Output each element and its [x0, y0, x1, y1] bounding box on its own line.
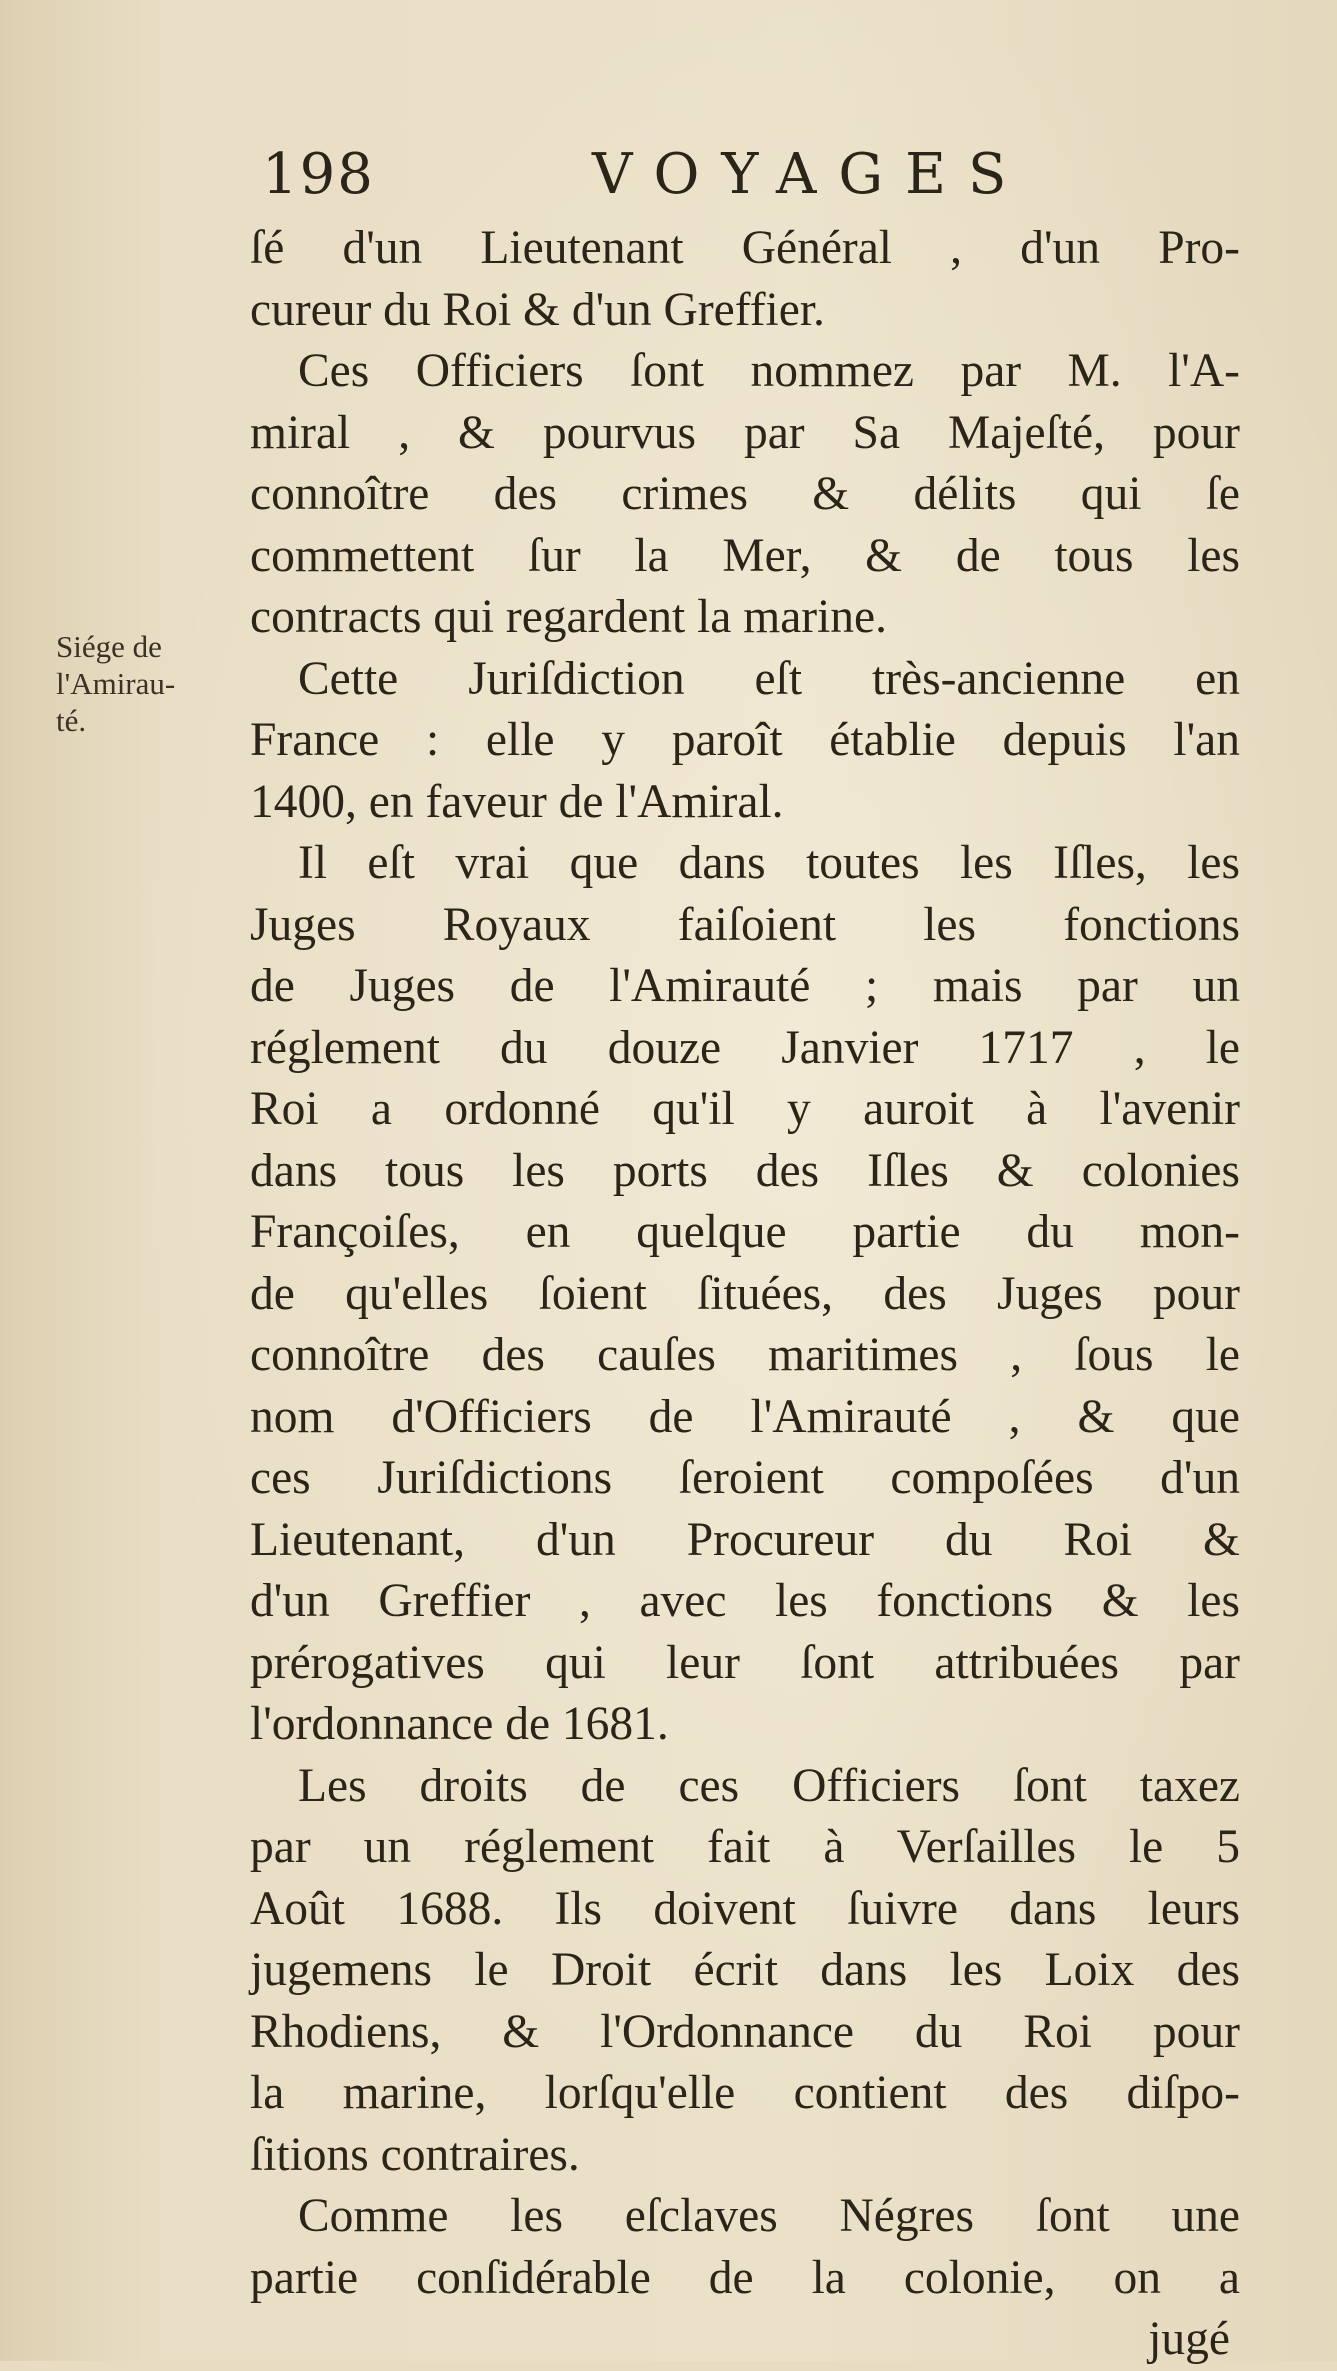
text-line: Il eſt vrai que dans toutes les Iſles, les	[298, 837, 1240, 889]
text-line: 1400, en faveur de l'Amiral.	[250, 775, 784, 828]
text-line: l'ordonnance de 1681.	[250, 1698, 669, 1750]
margin-note-line: té.	[56, 703, 87, 738]
text-line: Les droits de ces Officiers ſont taxez	[298, 1759, 1240, 1812]
text-line: connoître des crimes & délits qui ſe	[250, 468, 1240, 520]
margin-note-line: l'Amirau-	[56, 666, 176, 701]
text-line: ſé d'un Lieutenant Général , d'un Pro-	[250, 222, 1240, 274]
text-line: Lieutenant, d'un Procureur du Roi &	[250, 1513, 1240, 1566]
text-line: prérogatives qui leur ſont attribuées par	[250, 1636, 1240, 1689]
text-line: cureur du Roi & d'un Greffier.	[250, 283, 825, 336]
margin-note-line: Siége de	[56, 629, 162, 664]
text-line: par un réglement fait à Verſailles le 5	[250, 1821, 1240, 1873]
text-line: ſitions contraires.	[250, 2128, 580, 2181]
text-line: partie conſidérable de la colonie, on a	[250, 2251, 1240, 2304]
text-line: miral , & pourvus par Sa Majeſté, pour	[250, 406, 1240, 459]
text-line: connoître des cauſes maritimes , ſous le	[250, 1329, 1240, 1381]
text-line: commettent ſur la Mer, & de tous les	[250, 529, 1240, 582]
body-text	[250, 218, 1240, 2371]
running-title: VOYAGES	[592, 142, 1029, 207]
text-line: ces Juriſdictions ſeroient compoſées d'un	[250, 1452, 1240, 1504]
text-line: Françoiſes, en quelque partie du mon-	[250, 1206, 1240, 1258]
text-line: Ces Officiers ſont nommez par M. l'A-	[298, 345, 1240, 397]
text-line: jugemens le Droit écrit dans les Loix des	[250, 1944, 1240, 1996]
text-line: réglement du douze Janvier 1717 , le	[250, 1021, 1240, 1074]
text-line: de Juges de l'Amirauté ; mais par un	[250, 960, 1240, 1012]
text-line: d'un Greffier , avec les fonctions & les	[250, 1575, 1240, 1627]
page-header	[262, 140, 1242, 210]
text-line: Roi a ordonné qu'il y auroit à l'avenir	[250, 1083, 1240, 1135]
text-line: Juges Royaux faiſoient les fonctions	[250, 898, 1240, 951]
text-line: de qu'elles ſoient ſituées, des Juges pour	[250, 1267, 1240, 1320]
text-line: Rhodiens, & l'Ordonnance du Roi pour	[250, 2005, 1240, 2058]
text-line: dans tous les ports des Iſles & colonies	[250, 1144, 1240, 1197]
catchword: jugé	[1148, 2313, 1230, 2365]
margin-note	[56, 628, 246, 739]
text-line: Cette Juriſdiction eſt très-ancienne en	[298, 652, 1240, 705]
text-line: nom d'Officiers de l'Amirauté , & que	[250, 1390, 1240, 1443]
text-line: France : elle y paroît établie depuis l'an	[250, 714, 1240, 766]
text-line: Août 1688. Ils doivent ſuivre dans leurs	[250, 1882, 1240, 1935]
page-number: 198	[262, 142, 375, 207]
text-line: Comme les eſclaves Négres ſont une	[298, 2190, 1240, 2242]
text-line: la marine, lorſqu'elle contient des diſpo-	[250, 2067, 1240, 2119]
text-line: contracts qui regardent la marine.	[250, 591, 888, 643]
